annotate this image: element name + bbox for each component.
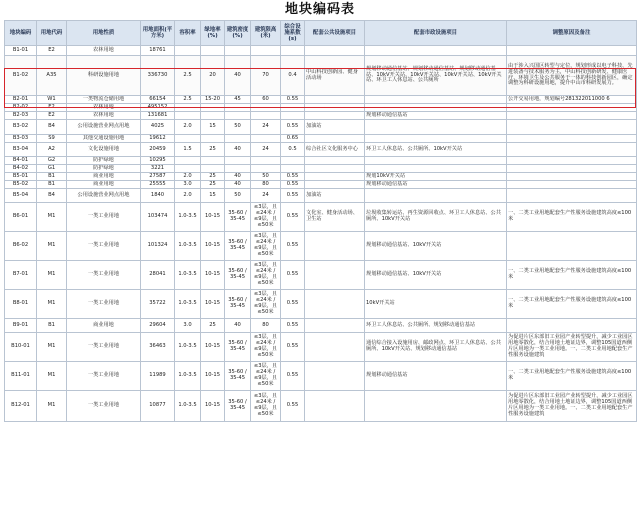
header-cell: 建筑限高(米) <box>251 21 281 46</box>
table-cell <box>507 189 637 203</box>
table-cell: 1840 <box>141 189 175 203</box>
table-cell: ≤3层，且≤24米 / ≤9层，且≤50米 <box>251 261 281 290</box>
table-cell: B5-02 <box>5 181 37 189</box>
table-row <box>5 165 637 173</box>
table-cell <box>305 104 365 112</box>
table-row <box>5 120 637 135</box>
table-cell: 1.0-3.5 <box>175 203 201 232</box>
table-cell <box>201 46 225 56</box>
table-cell <box>225 104 251 112</box>
table-cell <box>305 135 365 143</box>
table-row <box>5 203 637 232</box>
table-cell: 一、二类工业用地配套生产性服务设施建筑高度≤100米 <box>507 261 637 290</box>
table-cell: 36463 <box>141 333 175 362</box>
header-cell: 调整原因及备注 <box>507 21 637 46</box>
table-cell: B11-01 <box>5 362 37 391</box>
table-cell: 由于涉入兴国区转型与定位，规划形成以电子科技、先进装备与技术服务为主，中山科技创新研发、健康医疗、环境卫生及公共服务于一体的科技创新园区，确定调整为科研设施用地，提升中山市科研发展力。 <box>507 56 637 96</box>
table-cell <box>507 112 637 120</box>
table-cell: 0.65 <box>281 135 305 143</box>
table-cell <box>175 46 201 56</box>
table-cell: 1.0-3.5 <box>175 290 201 319</box>
table-row <box>5 333 637 362</box>
table-cell <box>201 104 225 112</box>
table-cell: 规划移动通信基站 <box>365 112 507 120</box>
table-cell: 45 <box>225 96 251 104</box>
table-cell <box>251 104 281 112</box>
table-cell: M1 <box>37 333 67 362</box>
table-row <box>5 157 637 165</box>
table-cell: 18761 <box>141 46 175 56</box>
table-cell <box>201 165 225 173</box>
table-row <box>5 112 637 120</box>
table-cell: 0.55 <box>281 189 305 203</box>
table-cell: 15-20 <box>201 96 225 104</box>
table-row <box>5 143 637 157</box>
table-cell: 40 <box>225 143 251 157</box>
table-cell: 一类工业用地 <box>67 261 141 290</box>
table-cell: 中山科技创新园、健身活动场 <box>305 56 365 96</box>
table-cell: B1-02 <box>5 56 37 96</box>
table-cell <box>281 157 305 165</box>
table-cell: 0.55 <box>281 181 305 189</box>
table-cell: B1 <box>37 181 67 189</box>
table-cell: ≤3层，且≤24米 / ≤9层，且≤50米 <box>251 203 281 232</box>
table-cell: E2 <box>37 112 67 120</box>
table-cell <box>201 112 225 120</box>
table-cell: B4 <box>37 120 67 135</box>
table-cell: M1 <box>37 391 67 422</box>
table-cell: 3221 <box>141 165 175 173</box>
table-cell <box>507 143 637 157</box>
table-cell: 农林用地 <box>67 104 141 112</box>
table-cell: 3.0 <box>175 181 201 189</box>
table-row <box>5 56 637 96</box>
table-cell: 66154 <box>141 96 175 104</box>
table-row <box>5 189 637 203</box>
table-cell <box>305 112 365 120</box>
table-cell: B10-01 <box>5 333 37 362</box>
table-cell <box>305 46 365 56</box>
table-cell: 1.0-3.5 <box>175 232 201 261</box>
table-cell: 一、二类工业用地配套生产性服务设施建筑高度≤100米 <box>507 203 637 232</box>
table-cell: 29604 <box>141 319 175 333</box>
table-cell: 为促进片区东部旧工业园产业转型提升，减少工业园区用地零散化，结合用地土地证边界，调整105国道西侧片区用地为一类工业用地。一、二类工业用地配套生产性服务设施建筑 <box>507 333 637 362</box>
table-cell <box>365 46 507 56</box>
table-cell: 25 <box>201 181 225 189</box>
table-cell: 40 <box>225 181 251 189</box>
table-cell: M1 <box>37 290 67 319</box>
table-row <box>5 362 637 391</box>
table-cell: 28041 <box>141 261 175 290</box>
table-cell: 50 <box>251 173 281 181</box>
table-cell: 10-15 <box>201 333 225 362</box>
table-cell: B5-01 <box>5 173 37 181</box>
table-cell: 一类工业用地 <box>67 290 141 319</box>
table-cell <box>507 157 637 165</box>
table-cell: 10295 <box>141 157 175 165</box>
table-cell: B1 <box>37 319 67 333</box>
table-cell: 一类工业用地 <box>67 362 141 391</box>
table-cell <box>507 104 637 112</box>
table-cell: A2 <box>37 143 67 157</box>
table-cell <box>365 391 507 422</box>
table-cell: 其他交通设施用地 <box>67 135 141 143</box>
table-cell: 公用设施营业网点用地 <box>67 189 141 203</box>
table-cell: 25555 <box>141 181 175 189</box>
table-cell: 商业用地 <box>67 319 141 333</box>
table-cell: 0.5 <box>281 143 305 157</box>
table-row <box>5 391 637 422</box>
table-cell: M1 <box>37 203 67 232</box>
table-cell <box>507 173 637 181</box>
table-row <box>5 261 637 290</box>
page-title: 地块编码表 <box>284 2 355 17</box>
table-cell: B2-01 <box>5 96 37 104</box>
table-cell: 2.5 <box>175 56 201 96</box>
table-cell: 规划移动通信基站 <box>365 181 507 189</box>
table-cell <box>507 319 637 333</box>
table-cell: B1-01 <box>5 46 37 56</box>
table-cell: B5-04 <box>5 189 37 203</box>
table-cell: 2.0 <box>175 189 201 203</box>
table-cell: 60 <box>251 96 281 104</box>
table-cell: 0.55 <box>281 391 305 422</box>
table-cell: 35-60 / 35-45 <box>225 391 251 422</box>
table-cell: 101324 <box>141 232 175 261</box>
table-cell: B4-01 <box>5 157 37 165</box>
table-cell: 2.0 <box>175 173 201 181</box>
table-cell: M1 <box>37 362 67 391</box>
table-cell <box>305 181 365 189</box>
table-cell <box>305 165 365 173</box>
table-cell: 一类工业用地 <box>67 232 141 261</box>
table-cell: A35 <box>37 56 67 96</box>
table-cell: 加油站 <box>305 120 365 135</box>
table-cell: 1.0-3.5 <box>175 261 201 290</box>
table-cell: 40 <box>225 319 251 333</box>
table-cell: 一类工业用地 <box>67 391 141 422</box>
table-row <box>5 232 637 261</box>
table-cell: 综合社区文化服务中心 <box>305 143 365 157</box>
table-cell: 10877 <box>141 391 175 422</box>
table-cell <box>281 165 305 173</box>
table-cell <box>281 104 305 112</box>
table-cell: B4 <box>37 189 67 203</box>
table-cell <box>175 112 201 120</box>
table-row <box>5 135 637 143</box>
table-cell: 为促进片区东部旧工业园产业转型提升，减少工业园区用地零散化，结合用地土地证边界，调整105国道西侧片区用地为一类工业用地。一、二类工业用地配套生产性服务设施建筑 <box>507 391 637 422</box>
table-cell: 一、二类工业用地配套生产性服务设施建筑高度≤100米 <box>507 362 637 391</box>
table-cell: 70 <box>251 56 281 96</box>
table-cell <box>305 173 365 181</box>
table-cell: 24 <box>251 189 281 203</box>
header-cell: 综合设施系数(s) <box>281 21 305 46</box>
table-cell <box>365 189 507 203</box>
table-cell: 10-15 <box>201 362 225 391</box>
table-cell <box>225 112 251 120</box>
table-cell: 10-15 <box>201 261 225 290</box>
table-cell: E2 <box>37 104 67 112</box>
table-cell: B2-03 <box>5 112 37 120</box>
table-cell: 通信综合接入设施用房、邮政网点、环卫工人休息站、公共厕所、10kV开关站、规划移动通信基站 <box>365 333 507 362</box>
table-cell: 336730 <box>141 56 175 96</box>
table-cell <box>251 165 281 173</box>
table-cell: B8-01 <box>5 290 37 319</box>
table-cell <box>365 157 507 165</box>
table-cell: 80 <box>251 319 281 333</box>
table-cell <box>251 157 281 165</box>
table-cell: G1 <box>37 165 67 173</box>
table-cell: 25 <box>201 173 225 181</box>
table-cell: ≤3层，且≤24米 / ≤9层，且≤50米 <box>251 232 281 261</box>
table-cell: 规划移动通信基站 <box>365 362 507 391</box>
table-cell <box>305 232 365 261</box>
table-cell: 0.55 <box>281 232 305 261</box>
table-cell: 环卫工人休息站、公共厕所、规划移动通信基站 <box>365 319 507 333</box>
table-cell: 防护绿地 <box>67 165 141 173</box>
table-cell: 50 <box>225 189 251 203</box>
table-cell: 0.55 <box>281 290 305 319</box>
table-cell: 0.4 <box>281 56 305 96</box>
table-cell: B6-01 <box>5 203 37 232</box>
table-cell: 0.55 <box>281 362 305 391</box>
table-cell: W1 <box>37 96 67 104</box>
table-cell: 11989 <box>141 362 175 391</box>
table-row <box>5 104 637 112</box>
table-cell: 一类物流仓储用地 <box>67 96 141 104</box>
table-cell <box>365 96 507 104</box>
table-cell: 3.0 <box>175 319 201 333</box>
table-cell: 2.5 <box>175 96 201 104</box>
table-cell: B3-03 <box>5 135 37 143</box>
table-header-row <box>5 21 637 46</box>
table-cell <box>365 104 507 112</box>
table-cell: G2 <box>37 157 67 165</box>
table-cell: 0.55 <box>281 96 305 104</box>
table-cell: 规划10kV开关站 <box>365 173 507 181</box>
table-cell <box>305 96 365 104</box>
table-cell <box>305 362 365 391</box>
table-cell <box>225 157 251 165</box>
table-row <box>5 46 637 56</box>
table-cell: 35-60 / 35-45 <box>225 333 251 362</box>
table-cell <box>365 165 507 173</box>
table-cell <box>225 46 251 56</box>
table-cell: 35-60 / 35-45 <box>225 261 251 290</box>
table-cell: ≤3层，且≤24米 / ≤9层，且≤50米 <box>251 362 281 391</box>
table-row <box>5 181 637 189</box>
table-cell: 25 <box>201 319 225 333</box>
table-cell: M1 <box>37 261 67 290</box>
table-cell <box>281 112 305 120</box>
table-cell <box>365 120 507 135</box>
table-cell: 40 <box>225 173 251 181</box>
table-cell <box>175 135 201 143</box>
table-cell: 规划移动通信基站、10kV开关站 <box>365 232 507 261</box>
table-cell <box>201 157 225 165</box>
table-cell: 科研设施用地 <box>67 56 141 96</box>
table-cell: 495152 <box>141 104 175 112</box>
header-cell: 配套公共设施项目 <box>305 21 365 46</box>
table-cell: 0.55 <box>281 173 305 181</box>
header-cell: 绿地率(%) <box>201 21 225 46</box>
table-row <box>5 290 637 319</box>
table-cell: 1.0-3.5 <box>175 391 201 422</box>
table-cell: 规划移动通信基站、10kV开关站 <box>365 261 507 290</box>
table-cell <box>507 46 637 56</box>
table-cell: 农林用地 <box>67 46 141 56</box>
table-cell <box>225 135 251 143</box>
table-cell: 0.55 <box>281 261 305 290</box>
table-cell: 公用设施营业网点用地 <box>67 120 141 135</box>
land-code-table <box>4 20 637 422</box>
table-body <box>5 46 637 422</box>
table-cell <box>507 232 637 261</box>
table-cell <box>305 290 365 319</box>
table-cell: 一类工业用地 <box>67 333 141 362</box>
table-cell: 文化室、健身活动场、卫生站 <box>305 203 365 232</box>
table-cell: 80 <box>251 181 281 189</box>
table-cell: E2 <box>37 46 67 56</box>
table-cell: 15 <box>201 120 225 135</box>
table-cell: 1.0-3.5 <box>175 333 201 362</box>
table-cell: 50 <box>225 120 251 135</box>
table-cell: 防护绿地 <box>67 157 141 165</box>
table-cell: 27587 <box>141 173 175 181</box>
table-cell: M1 <box>37 232 67 261</box>
table-cell: 35-60 / 35-45 <box>225 203 251 232</box>
table-cell: 35-60 / 35-45 <box>225 232 251 261</box>
table-cell: 35-60 / 35-45 <box>225 290 251 319</box>
table-cell: 一类工业用地 <box>67 203 141 232</box>
table-cell: 商业用地 <box>67 181 141 189</box>
table-cell: 24 <box>251 120 281 135</box>
table-cell: 规划移动通信基站、规划移动通信基站、规划移动通信基站、10kV开关站、10kV开关站、10kV开关站、10kV开关站、环卫工人休息站、公共厕所 <box>365 56 507 96</box>
table-cell: 40 <box>225 56 251 96</box>
table-cell: 加油站 <box>305 189 365 203</box>
table-cell <box>175 104 201 112</box>
table-cell: ≤3层，且≤24米 / ≤9层，且≤50米 <box>251 333 281 362</box>
table-cell <box>251 112 281 120</box>
table-cell: 15 <box>201 189 225 203</box>
table-cell: B12-01 <box>5 391 37 422</box>
table-cell: 1.5 <box>175 143 201 157</box>
table-cell: 0.55 <box>281 333 305 362</box>
table-cell: 131681 <box>141 112 175 120</box>
table-cell <box>281 46 305 56</box>
table-cell: 35722 <box>141 290 175 319</box>
header-cell: 用地代码 <box>37 21 67 46</box>
table-cell <box>175 157 201 165</box>
header-cell: 用地性质 <box>67 21 141 46</box>
table-cell <box>507 135 637 143</box>
table-cell: 1.0-3.5 <box>175 362 201 391</box>
table-cell: 20 <box>201 56 225 96</box>
table-cell <box>305 333 365 362</box>
table-cell: 19612 <box>141 135 175 143</box>
table-cell: 公开交易用地，规划编号281322011000 6 <box>507 96 637 104</box>
table-cell <box>251 46 281 56</box>
table-cell <box>225 165 251 173</box>
table-cell: B6-02 <box>5 232 37 261</box>
table-cell: 24 <box>251 143 281 157</box>
table-cell <box>507 120 637 135</box>
table-cell <box>305 157 365 165</box>
table-cell: ≤3层，且≤24米 / ≤9层，且≤50米 <box>251 391 281 422</box>
header-cell: 建筑密度(%) <box>225 21 251 46</box>
table-cell: 2.0 <box>175 120 201 135</box>
table-cell: 0.55 <box>281 203 305 232</box>
table-cell: B3-02 <box>5 120 37 135</box>
table-cell <box>201 135 225 143</box>
table-cell: 一、二类工业用地配套生产性服务设施建筑高度≤100米 <box>507 290 637 319</box>
table-cell: B4-02 <box>5 165 37 173</box>
header-cell: 用地面积(平方米) <box>141 21 175 46</box>
table-cell <box>507 165 637 173</box>
table-cell <box>305 261 365 290</box>
table-cell: 农林用地 <box>67 112 141 120</box>
header-cell: 地块编码 <box>5 21 37 46</box>
table-cell: 4025 <box>141 120 175 135</box>
table-cell <box>305 391 365 422</box>
table-cell: 103474 <box>141 203 175 232</box>
table-row <box>5 319 637 333</box>
table-cell: 商业用地 <box>67 173 141 181</box>
table-cell: 环卫工人休息站、公共厕所、10kV开关站 <box>365 143 507 157</box>
table-cell: B1 <box>37 173 67 181</box>
table-cell: 文化设施用地 <box>67 143 141 157</box>
table-cell: 10-15 <box>201 290 225 319</box>
table-cell: 0.55 <box>281 319 305 333</box>
table-row <box>5 173 637 181</box>
table-cell <box>251 135 281 143</box>
table-cell: S9 <box>37 135 67 143</box>
table-cell: B3-04 <box>5 143 37 157</box>
table-cell: B7-01 <box>5 261 37 290</box>
table-row <box>5 96 637 104</box>
header-cell: 配套市政设施项目 <box>365 21 507 46</box>
table-cell <box>365 135 507 143</box>
header-cell: 容积率 <box>175 21 201 46</box>
table-cell: 25 <box>201 143 225 157</box>
table-cell: 10-15 <box>201 391 225 422</box>
table-cell <box>507 181 637 189</box>
table-cell <box>305 319 365 333</box>
table-cell: ≤3层，且≤24米 / ≤9层，且≤50米 <box>251 290 281 319</box>
table-cell: 垃圾收集转运站、再生资源回收点、环卫工人休息站、公共厕所、10kV开关站 <box>365 203 507 232</box>
table-cell: B9-01 <box>5 319 37 333</box>
table-cell: 10-15 <box>201 203 225 232</box>
table-cell: 10-15 <box>201 232 225 261</box>
table-cell: B2-02 <box>5 104 37 112</box>
table-cell: 20459 <box>141 143 175 157</box>
table-cell <box>175 165 201 173</box>
table-cell: 35-60 / 35-45 <box>225 362 251 391</box>
table-cell: 0.55 <box>281 120 305 135</box>
table-cell: 10kV开关站 <box>365 290 507 319</box>
